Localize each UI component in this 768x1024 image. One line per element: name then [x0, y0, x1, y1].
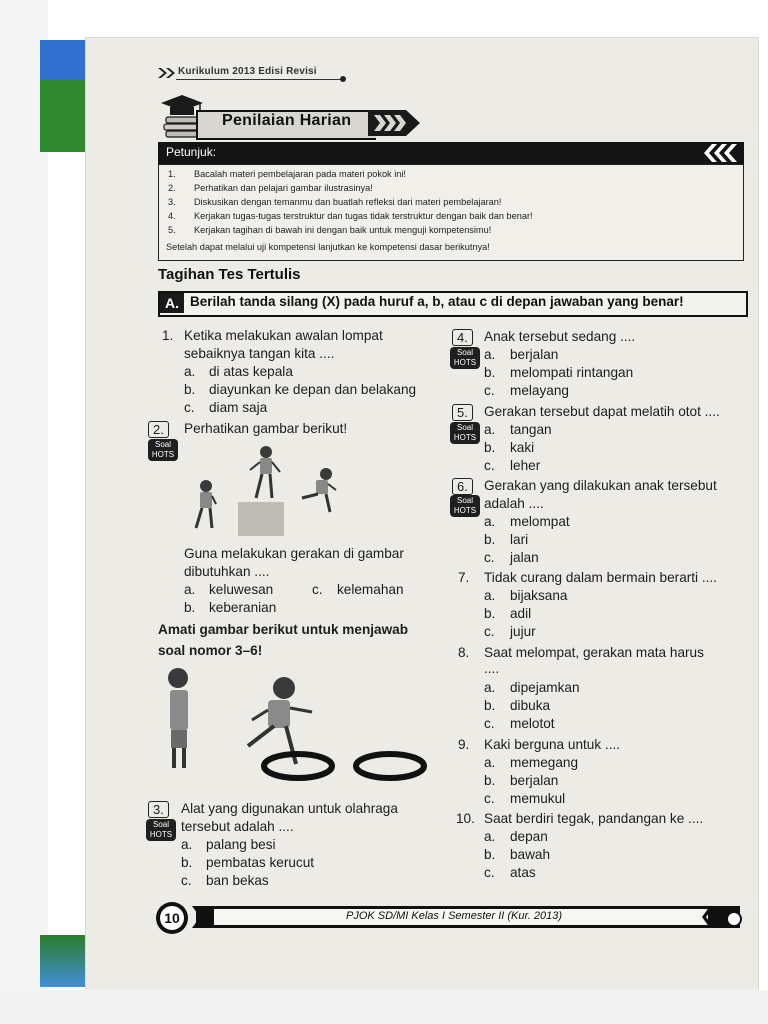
hots-badge: [148, 439, 178, 461]
option-letter[interactable]: c.: [484, 458, 495, 473]
option-text[interactable]: ban bekas: [206, 873, 269, 888]
option-letter[interactable]: b.: [181, 855, 193, 870]
option-letter[interactable]: b.: [184, 600, 196, 615]
option-text[interactable]: palang besi: [206, 837, 276, 852]
section-a-letter: A.: [160, 293, 184, 313]
option-text[interactable]: diayunkan ke depan dan belakang: [209, 382, 417, 397]
question-number: 7.: [458, 570, 470, 585]
option-letter[interactable]: a.: [184, 364, 196, 379]
question-text: Anak tersebut sedang ....: [484, 329, 636, 344]
hots-line1: Soal: [456, 496, 473, 505]
question-number: 1.: [162, 328, 174, 343]
option-text[interactable]: kaki: [510, 440, 535, 455]
option-letter[interactable]: b.: [484, 847, 496, 862]
question-text: Alat yang digunakan untuk olahraga: [181, 801, 398, 816]
scan-bottom-margin: [0, 990, 768, 1024]
cover-edge-bottom: [40, 935, 86, 987]
hots-line2: HOTS: [149, 830, 173, 839]
option-text[interactable]: kelemahan: [337, 582, 404, 597]
question-text: Kaki berguna untuk ....: [484, 737, 621, 752]
hots-line1: Soal: [456, 423, 473, 432]
question-text: sebaiknya tangan kita ....: [184, 346, 335, 361]
cover-edge-green: [40, 80, 86, 152]
option-text[interactable]: diam saja: [209, 400, 268, 415]
option-text[interactable]: jalan: [510, 550, 539, 565]
instruction-text: Kerjakan tagihan di bawah ini dengan baik untuk menguji kompetensimu!: [194, 225, 492, 235]
option-letter[interactable]: c.: [484, 550, 495, 565]
option-text[interactable]: bijaksana: [510, 588, 568, 603]
option-letter[interactable]: a.: [184, 582, 196, 597]
option-letter[interactable]: b.: [484, 773, 496, 788]
question-text: tersebut adalah ....: [181, 819, 294, 834]
instruction-number: 2.: [168, 183, 176, 193]
question-text: adalah ....: [484, 496, 544, 511]
question-text: Tidak curang dalam bermain berarti ....: [484, 570, 717, 585]
question-text: Guna melakukan gerakan di gambar: [184, 546, 404, 561]
option-letter[interactable]: b.: [484, 532, 496, 547]
footer-chevron-left-icon: [190, 906, 214, 928]
curriculum-label: Kurikulum 2013 Edisi Revisi: [178, 66, 317, 77]
option-text[interactable]: melompat: [510, 514, 570, 529]
question-number-box: 2.: [148, 421, 169, 438]
option-text[interactable]: melompati rintangan: [510, 365, 634, 380]
option-text[interactable]: depan: [510, 829, 548, 844]
instruction-number: 4.: [168, 211, 176, 221]
option-text[interactable]: lari: [510, 532, 529, 547]
question-text: dibutuhkan ....: [184, 564, 270, 579]
instructions-closing: Setelah dapat melalui uji kompetensi lanjutkan ke kompetensi dasar berikutnya!: [166, 242, 490, 252]
option-text[interactable]: bawah: [510, 847, 551, 862]
question-number: 10.: [456, 811, 475, 826]
hots-badge: [146, 819, 176, 841]
instruction-number: 1.: [168, 169, 176, 179]
option-letter[interactable]: a.: [484, 422, 496, 437]
question-text: Gerakan yang dilakukan anak tersebut: [484, 478, 717, 493]
option-letter[interactable]: c.: [184, 400, 195, 415]
hots-badge: [450, 495, 480, 517]
option-text[interactable]: melotot: [510, 716, 555, 731]
option-text[interactable]: atas: [510, 865, 536, 880]
instructions-header: [158, 142, 744, 164]
option-letter[interactable]: a.: [484, 347, 496, 362]
instruction-text: Bacalah materi pembelajaran pada materi pokok ini!: [194, 169, 406, 179]
option-letter[interactable]: b.: [484, 606, 496, 621]
option-letter[interactable]: c.: [484, 383, 495, 398]
underline-dot: [340, 76, 346, 82]
option-text[interactable]: jujur: [510, 624, 536, 639]
footer-text: PJOK SD/MI Kelas I Semester II (Kur. 2013): [346, 910, 562, 922]
option-text[interactable]: tangan: [510, 422, 552, 437]
option-letter[interactable]: c.: [312, 582, 323, 597]
question-text: Saat berdiri tegak, pandangan ke ....: [484, 811, 704, 826]
instruction-number: 3.: [168, 197, 176, 207]
header-chevrons-icon: [702, 144, 740, 162]
option-text[interactable]: keluwesan: [209, 582, 274, 597]
instruction-number: 5.: [168, 225, 176, 235]
question-number-box: 6.: [452, 478, 473, 495]
hots-line1: Soal: [154, 440, 171, 449]
option-text[interactable]: memukul: [510, 791, 566, 806]
option-letter[interactable]: b.: [484, 440, 496, 455]
option-letter[interactable]: c.: [484, 624, 495, 639]
cover-edge-blue: [40, 40, 86, 80]
option-letter[interactable]: a.: [484, 588, 496, 603]
option-letter[interactable]: a.: [484, 514, 496, 529]
banner-arrow-icon: [368, 108, 424, 138]
hots-line2: HOTS: [453, 358, 477, 367]
instruction-item: [168, 211, 728, 225]
double-chevron-icon: [158, 68, 180, 78]
hots-badge: [450, 347, 480, 369]
option-text[interactable]: adil: [510, 606, 532, 621]
hots-line2: HOTS: [453, 506, 477, 515]
option-letter[interactable]: a.: [484, 680, 496, 695]
instruction-item: [168, 169, 728, 183]
option-letter[interactable]: a.: [484, 829, 496, 844]
option-letter[interactable]: a.: [484, 755, 496, 770]
instruction-item: [168, 183, 728, 197]
question-number-box: 3.: [148, 801, 169, 818]
instructions-label: Petunjuk:: [166, 145, 217, 159]
option-text[interactable]: berjalan: [510, 347, 559, 362]
instruction-text: Diskusikan dengan temanmu dan buatlah refleksi dari materi pembelajaran!: [194, 197, 502, 207]
option-text[interactable]: pembatas kerucut: [206, 855, 315, 870]
instruction-item: [168, 197, 728, 211]
option-text[interactable]: dipejamkan: [510, 680, 580, 695]
option-text[interactable]: memegang: [510, 755, 579, 770]
assessment-title: Tagihan Tes Tertulis: [158, 266, 301, 283]
option-text[interactable]: melayang: [510, 383, 569, 398]
section-a-instruction: Berilah tanda silang (X) pada huruf a, b, atau c di depan jawaban yang benar!: [190, 294, 684, 309]
option-letter[interactable]: a.: [181, 837, 193, 852]
option-text[interactable]: keberanian: [209, 600, 277, 615]
section-title: Penilaian Harian: [222, 112, 352, 129]
hots-badge: [450, 422, 480, 444]
question-number: 9.: [458, 737, 470, 752]
question-number-box: 4.: [452, 329, 473, 346]
option-text[interactable]: di atas kepala: [209, 364, 293, 379]
hots-line2: HOTS: [151, 450, 175, 459]
hots-line1: Soal: [152, 820, 169, 829]
page-number: 10: [160, 906, 184, 930]
option-letter[interactable]: c.: [181, 873, 192, 888]
question-number: 8.: [458, 645, 470, 660]
observe-instruction: Amati gambar berikut untuk menjawab: [158, 622, 409, 637]
option-letter[interactable]: b.: [184, 382, 196, 397]
hots-line2: HOTS: [453, 433, 477, 442]
option-text[interactable]: leher: [510, 458, 541, 473]
instruction-text: Kerjakan tugas-tugas terstruktur dan tugas tidak terstruktur dengan baik dan benar!: [194, 211, 533, 221]
option-letter[interactable]: c.: [484, 716, 495, 731]
instruction-text: Perhatikan dan pelajari gambar ilustrasinya!: [194, 183, 373, 193]
jumping-illustration: [180, 440, 350, 540]
footer-chevron-right-icon: [700, 906, 724, 928]
question-text: Gerakan tersebut dapat melatih otot ....: [484, 404, 720, 419]
option-text[interactable]: berjalan: [510, 773, 559, 788]
question-text: Ketika melakukan awalan lompat: [184, 328, 383, 343]
option-text[interactable]: dibuka: [510, 698, 551, 713]
instruction-item: [168, 225, 728, 239]
question-text: ....: [484, 661, 500, 676]
footer-end-dot: [726, 911, 742, 927]
question-text: Perhatikan gambar berikut!: [184, 421, 348, 436]
hots-line1: Soal: [456, 348, 473, 357]
curriculum-underline: [176, 79, 342, 80]
option-letter[interactable]: c.: [484, 791, 495, 806]
observe-instruction: soal nomor 3–6!: [158, 643, 263, 658]
question-text: Saat melompat, gerakan mata harus: [484, 645, 704, 660]
question-number-box: 5.: [452, 404, 473, 421]
option-letter[interactable]: b.: [484, 365, 496, 380]
tire-run-illustration: [156, 660, 446, 790]
option-letter[interactable]: c.: [484, 865, 495, 880]
scan-margin: [0, 0, 48, 1024]
option-letter[interactable]: b.: [484, 698, 496, 713]
